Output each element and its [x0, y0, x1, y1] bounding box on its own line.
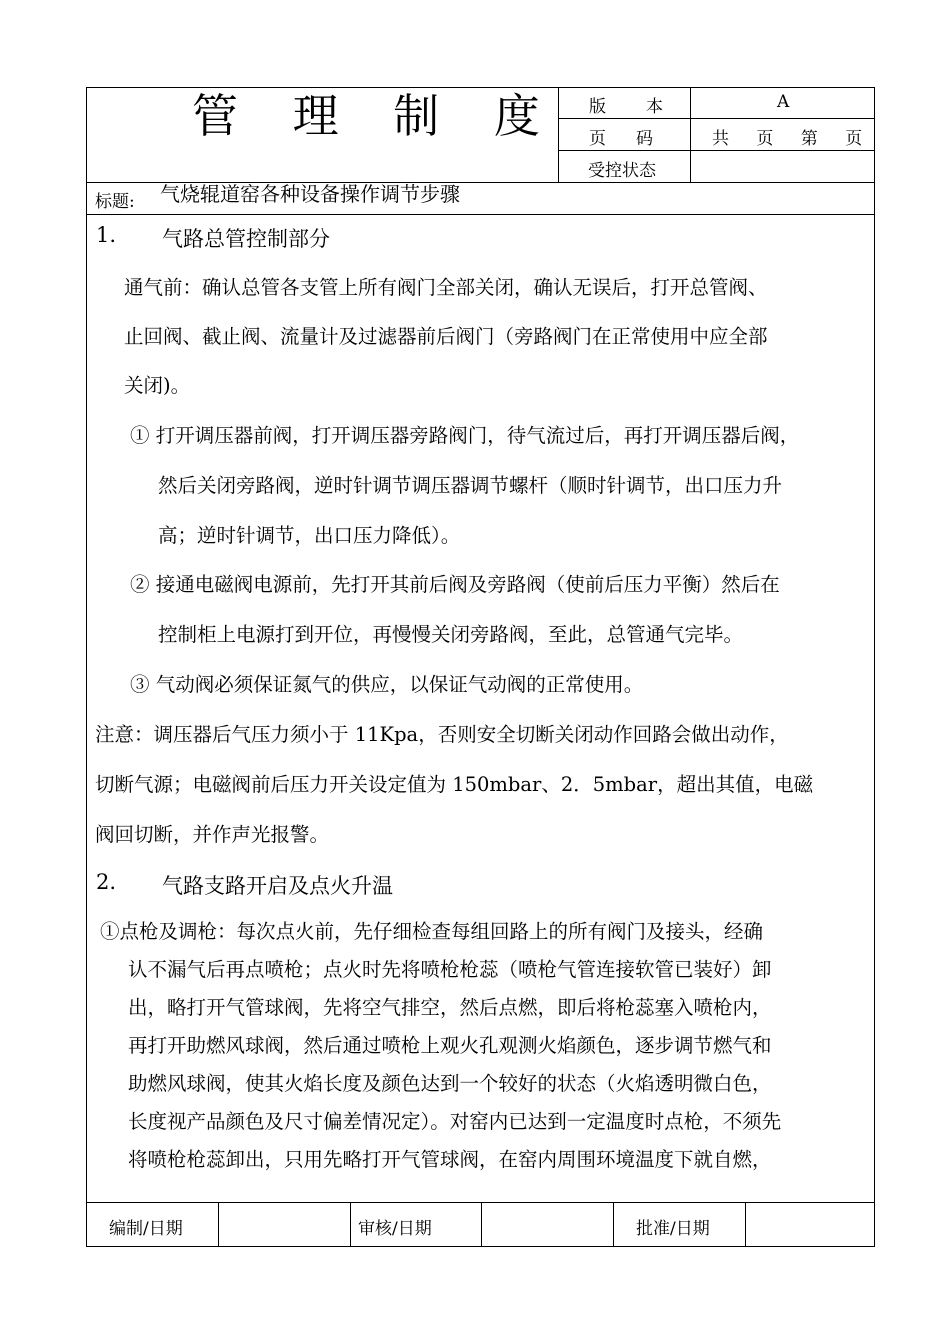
subject-value: 气烧辊道窑各种设备操作调节步骤	[160, 182, 460, 206]
section1-number: 1.	[96, 223, 117, 247]
section1-item1-line: 然后关闭旁路阀，逆时针调节调压器调节螺杆（顺时针调节，出口压力升	[158, 474, 783, 497]
section2-paragraph-line: 出，略打开气管球阀，先将空气排空，然后点燃，即后将枪蕊塞入喷枪内，	[128, 996, 772, 1019]
footer-col-divider	[745, 1202, 746, 1247]
section1-intro-line: 关闭)。	[124, 374, 191, 397]
section2-number: 2.	[96, 870, 117, 894]
section1-item1-line: ① 打开调压器前阀，打开调压器旁路阀门，待气流过后，再打开调压器后阀，	[130, 424, 800, 447]
footer-col-divider	[218, 1202, 219, 1247]
header-row-divider	[558, 118, 875, 119]
footer-col-divider	[481, 1202, 482, 1247]
header-row-divider	[558, 150, 875, 151]
section2-paragraph-line: 长度视产品颜色及尺寸偏差情况定）。对窑内已达到一定温度时点枪，不须先	[128, 1110, 782, 1133]
version-label: 版本	[589, 97, 703, 117]
section2-paragraph-line: 再打开助燃风球阀，然后通过喷枪上观火孔观测火焰颜色，逐步调节燃气和	[128, 1034, 772, 1057]
reviewed-by-label: 审核/日期	[358, 1219, 432, 1239]
approved-by-label: 批准/日期	[636, 1219, 710, 1239]
subject-bottom-divider	[86, 214, 875, 215]
section1-note-line: 切断气源；电磁阀前后压力开关设定值为 150mbar、2．5mbar，超出其值，电磁	[95, 773, 814, 796]
prepared-by-label: 编制/日期	[109, 1219, 183, 1239]
version-value: A	[777, 92, 790, 112]
section2-heading: 气路支路开启及点火升温	[162, 874, 393, 898]
page-label: 页码	[589, 129, 683, 149]
page-value: 共 页 第 页	[712, 129, 871, 149]
section1-intro-line: 止回阀、截止阀、流量计及过滤器前后阀门（旁路阀门在正常使用中应全部	[124, 325, 768, 348]
section1-note-line: 注意：调压器后气压力须小于 11Kpa，否则安全切断关闭动作回路会做出动作，	[95, 723, 789, 746]
section2-paragraph-line: 助燃风球阀，使其火焰长度及颜色达到一个较好的状态（火焰透明微白色，	[128, 1072, 772, 1095]
section1-intro-line: 通气前：确认总管各支管上所有阀门全部关闭，确认无误后，打开总管阀、	[124, 276, 768, 299]
document-title: 管 理 制 度	[192, 89, 560, 143]
section1-item2-line: ② 接通电磁阀电源前，先打开其前后阀及旁路阀（使前后压力平衡）然后在	[130, 573, 780, 596]
section1-item2-line: 控制柜上电源打到开位，再慢慢关闭旁路阀，至此，总管通气完毕。	[158, 623, 744, 646]
section2-paragraph-line: ①点枪及调枪：每次点火前，先仔细检查每组回路上的所有阀门及接头，经确	[100, 920, 764, 943]
section1-item3-line: ③ 气动阀必须保证氮气的供应，以保证气动阀的正常使用。	[130, 673, 644, 696]
control-status-label: 受控状态	[588, 161, 656, 181]
section1-heading: 气路总管控制部分	[162, 227, 330, 251]
section1-item1-line: 高；逆时针调节，出口压力降低）。	[158, 524, 461, 547]
section1-note-line: 阀回切断，并作声光报警。	[95, 823, 330, 846]
footer-col-divider	[613, 1202, 614, 1247]
subject-label: 标题:	[95, 192, 135, 212]
section2-paragraph-line: 将喷枪枪蕊卸出，只用先略打开气管球阀，在窑内周围环境温度下就自燃，	[128, 1148, 772, 1171]
footer-col-divider	[350, 1202, 351, 1247]
section2-paragraph-line: 认不漏气后再点喷枪；点火时先将喷枪枪蕊（喷枪气管连接软管已装好）卸	[128, 958, 772, 981]
